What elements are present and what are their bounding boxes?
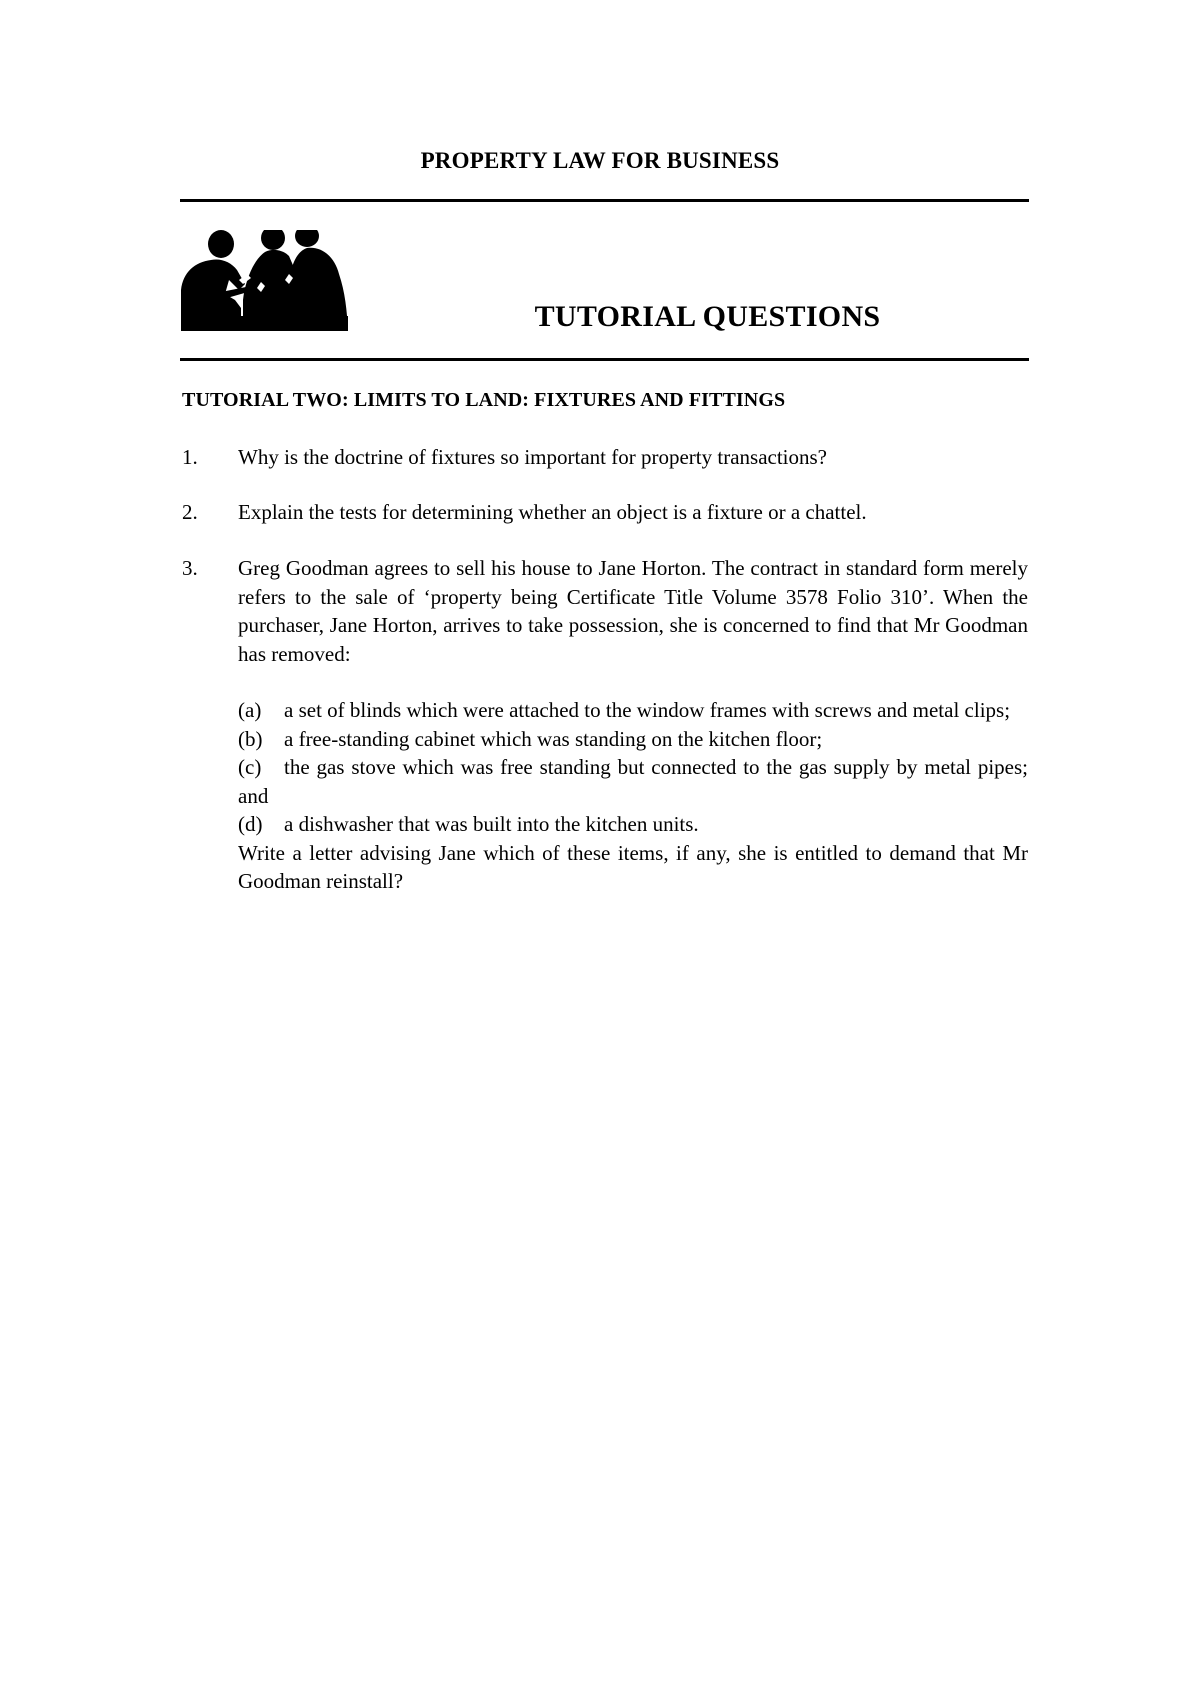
bottom-divider	[180, 358, 1029, 361]
top-divider	[180, 199, 1029, 202]
sub-item-a	[238, 696, 1028, 725]
question-1	[182, 443, 1028, 472]
sub-item-text: a set of blinds which were attached to the window frames with screws and metal clips;	[284, 698, 1011, 722]
question-number: 3.	[182, 556, 198, 580]
question-2	[182, 498, 1028, 527]
sub-item-label: (c)	[238, 755, 262, 779]
sub-item-label: (d)	[238, 812, 263, 836]
sub-item-text: the gas stove which was free standing but connected to the gas supply by metal pipes; and	[238, 755, 1028, 808]
sub-item-text: a free-standing cabinet which was standing on the kitchen floor;	[284, 726, 823, 751]
question-text: Explain the tests for determining whether an object is a fixture or a chattel.	[238, 500, 867, 524]
sub-item-c	[238, 753, 1028, 810]
question-3	[182, 554, 1028, 896]
section-title: TUTORIAL QUESTIONS	[534, 300, 881, 333]
sub-item-b	[238, 725, 1028, 754]
sub-item-text: a dishwasher that was built into the kitchen units.	[284, 812, 699, 836]
sub-item-label: (a)	[238, 698, 262, 722]
question-text: Why is the doctrine of fixtures so important for property transactions?	[238, 445, 828, 469]
tutorial-heading: TUTORIAL TWO: LIMITS TO LAND: FIXTURES AND FITTINGS	[182, 389, 786, 411]
question-number: 1.	[182, 445, 198, 469]
question-intro: Greg Goodman agrees to sell his house to Jane Horton. The contract in standard form merely refers to the sale of ‘property being Certificate Title Volume 3578 Folio 310’. When the purchaser, Jane Horton, arrives to take possession, she is concerned to find that Mr Goodman has removed:	[238, 556, 1028, 666]
sub-item-label: (b)	[238, 726, 263, 751]
question-number: 2.	[182, 500, 198, 524]
document-title: PROPERTY LAW FOR BUSINESS	[420, 148, 780, 173]
sub-item-d	[238, 810, 1028, 839]
sub-item-list	[238, 696, 1028, 839]
question-closing: Write a letter advising Jane which of these items, if any, she is entitled to demand that Mr Goodman reinstall?	[238, 840, 1028, 893]
